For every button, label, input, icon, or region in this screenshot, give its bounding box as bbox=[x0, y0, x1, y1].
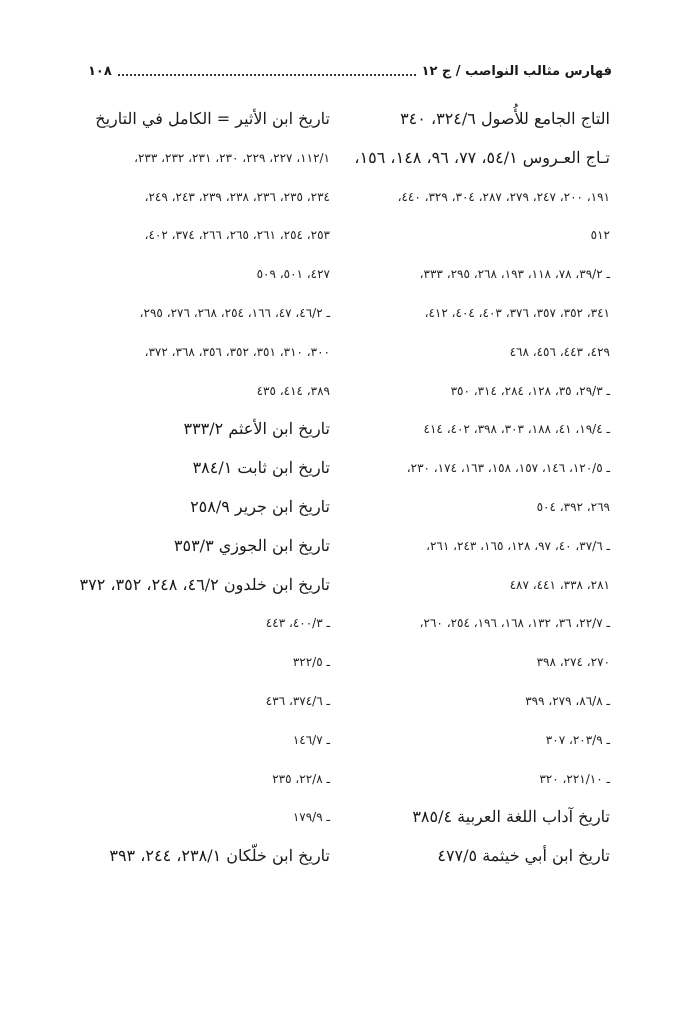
index-page-refs: ٤٢٩، ٤٤٣، ٤٥٦، ٤٦٨ bbox=[509, 344, 610, 359]
index-entry: تاريخ ابن خلّكان ٢٣٨/١، ٢٤٤، ٣٩٣ bbox=[109, 846, 330, 866]
running-title: فهارس مثالب النواصب / ج ١٢ bbox=[421, 63, 612, 79]
index-entry: التاج الجامع للأُصول ٣٢٤/٦، ٣٤٠ bbox=[400, 109, 610, 128]
index-page-refs: ٣٤١، ٣٥٢، ٣٥٧، ٣٧٦، ٤٠٣، ٤٠٤، ٤١٢، bbox=[424, 305, 610, 320]
index-page-refs: ـ ٣٩/٢، ٧٨، ١١٨، ١٩٣، ٢٦٨، ٢٩٥، ٣٣٣، bbox=[419, 267, 610, 282]
index-page-refs: ٤٢٧، ٥٠١، ٥٠٩ bbox=[256, 267, 330, 282]
page-number: ١٠٨ bbox=[88, 63, 112, 79]
index-page-refs: ٢٥٣، ٢٥٤، ٢٦١، ٢٦٥، ٢٦٦، ٣٧٤، ٤٠٢، bbox=[144, 228, 330, 243]
index-entry: تاريخ ابن جرير ٢٥٨/٩ bbox=[190, 496, 330, 516]
index-page-refs: ـ ٨٦/٨، ٢٧٩، ٣٩٩ bbox=[525, 693, 610, 708]
index-entry: تاريخ ابن ثابت ٣٨٤/١ bbox=[192, 458, 330, 478]
index-entry: تاريخ ابن خلدون ٤٦/٢، ٢٤٨، ٣٥٢، ٣٧٢ bbox=[79, 574, 330, 594]
index-page-refs: ٢٦٩، ٣٩٢، ٥٠٤ bbox=[536, 499, 610, 514]
index-page-refs: ـ ٣٧٤/٦، ٤٣٦ bbox=[265, 693, 330, 708]
index-page-refs: ـ ٣٢٢/٥ bbox=[292, 655, 330, 670]
index-entry: تاريخ ابن أبي خيثمة ٤٧٧/٥ bbox=[437, 846, 610, 866]
index-entry: تاريخ ابن الأثير = الكامل في التاريخ bbox=[95, 109, 330, 128]
index-page-refs: ٢٧٠، ٢٧٤، ٣٩٨ bbox=[536, 655, 610, 670]
index-entry: تاريخ ابن الأعثم ٣٣٣/٢ bbox=[183, 419, 330, 439]
running-header bbox=[88, 58, 612, 84]
index-column-right bbox=[354, 100, 610, 876]
index-page-refs: ـ ٢٠٣/٩، ٣٠٧ bbox=[545, 732, 610, 747]
index-entry: تاريخ ابن الجوزي ٣٥٣/٣ bbox=[173, 535, 330, 555]
index-page-refs: ٢٨١، ٣٣٨، ٤٤١، ٤٨٧ bbox=[509, 577, 610, 592]
index-entry: تاريخ آداب اللغة العربية ٣٨٥/٤ bbox=[412, 807, 610, 827]
index-page-refs: ـ ١٩/٤، ٤١، ١٨٨، ٣٠٣، ٣٩٨، ٤٠٢، ٤١٤ bbox=[423, 422, 610, 437]
dotted-leader bbox=[118, 66, 416, 76]
index-page-refs: ـ ٤٠٠/٣، ٤٤٣ bbox=[265, 616, 330, 631]
index-page-refs: ـ ٢٩/٣، ٣٥، ١٢٨، ٢٨٤، ٣١٤، ٣٥٠ bbox=[450, 383, 610, 398]
index-page-refs: ١٩١، ٢٠٠، ٢٤٧، ٢٧٩، ٢٨٧، ٣٠٤، ٣٢٩، ٤٤٠، bbox=[397, 189, 610, 204]
index-page-refs: ٢٣٤، ٢٣٥، ٢٣٦، ٢٣٨، ٢٣٩، ٢٤٣، ٢٤٩، bbox=[144, 189, 330, 204]
index-page-refs: ـ ٢٢/٨، ٢٣٥ bbox=[272, 771, 330, 786]
index-page-refs: ١١٢/١، ٢٢٧، ٢٢٩، ٢٣٠، ٢٣١، ٢٣٢، ٢٣٣، bbox=[134, 150, 330, 165]
index-page-refs: ٥١٢ bbox=[590, 228, 610, 243]
index-page-refs: ـ ٣٧/٦، ٤٠، ٩٧، ١٢٨، ١٦٥، ٢٤٣، ٢٦١، bbox=[426, 538, 610, 553]
index-page-refs: ـ ٤٦/٢، ٤٧، ١٦٦، ٢٥٤، ٢٦٨، ٢٧٦، ٢٩٥، bbox=[139, 305, 330, 320]
index-page-refs: ـ ٢٢١/١٠، ٣٢٠ bbox=[539, 771, 610, 786]
index-page-refs: ٣٠٠، ٣١٠، ٣٥١، ٣٥٢، ٣٥٦، ٣٦٨، ٣٧٢، bbox=[144, 344, 330, 359]
index-page-refs: ـ ١٧٩/٩ bbox=[292, 810, 330, 825]
index-page-refs: ـ ١٢٠/٥، ١٤٦، ١٥٧، ١٥٨، ١٦٣، ١٧٤، ٢٣٠، bbox=[406, 461, 610, 476]
index-page-refs: ـ ٢٢/٧، ٣٦، ١٣٢، ١٦٨، ١٩٦، ٢٥٤، ٢٦٠، bbox=[419, 616, 610, 631]
index-page-refs: ٣٨٩، ٤١٤، ٤٣٥ bbox=[256, 383, 330, 398]
index-entry: تـاج العـروس ٥٤/١، ٧٧، ٩٦، ١٤٨، ١٥٦، bbox=[354, 147, 610, 167]
index-page-refs: ـ ١٤٦/٧ bbox=[292, 732, 330, 747]
index-column-left bbox=[80, 100, 330, 876]
